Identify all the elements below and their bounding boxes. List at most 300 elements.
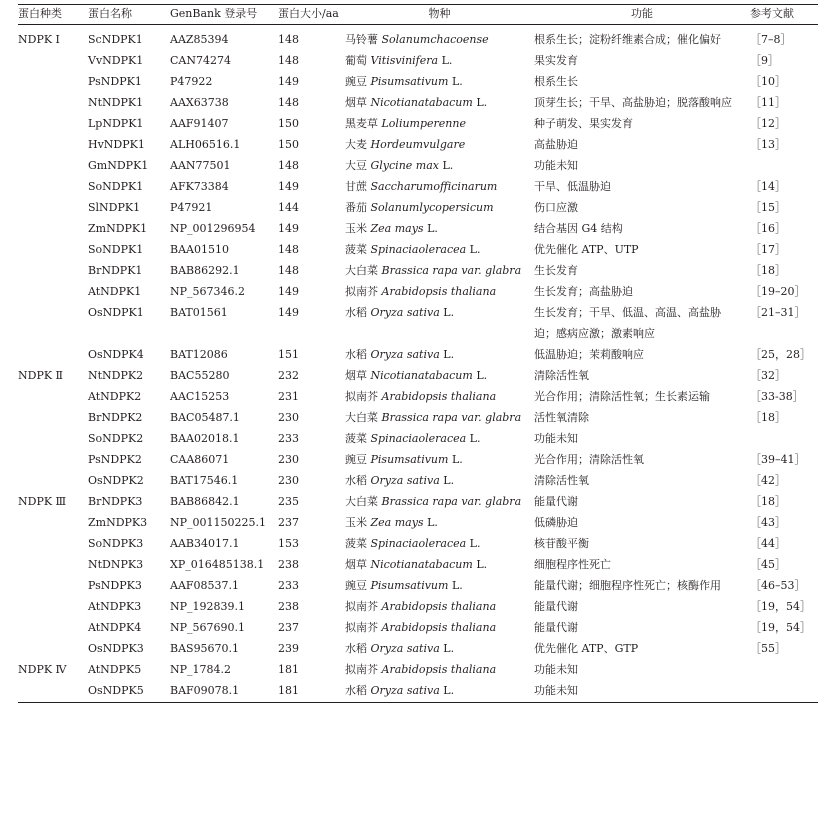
species-latin: Nicotianatabacum <box>370 558 473 571</box>
species-authority: L. <box>476 369 488 382</box>
species <box>345 71 534 92</box>
protein-size: 149 <box>278 285 299 298</box>
genbank-accession: AAB34017.1 <box>170 537 240 550</box>
species <box>345 659 534 680</box>
reference: ［45］ <box>750 558 786 571</box>
species-latin: Nicotianatabacum <box>370 369 473 382</box>
reference: ［7–8］ <box>750 33 792 46</box>
reference: ［43］ <box>750 516 786 529</box>
table-row <box>18 638 818 659</box>
species <box>345 197 534 218</box>
species <box>345 449 534 470</box>
reference: ［42］ <box>750 474 786 487</box>
reference: ［46–53］ <box>750 579 806 592</box>
protein-size: 149 <box>278 306 299 319</box>
species-latin: Brassica rapa var. glabra <box>381 411 522 424</box>
species <box>345 470 534 491</box>
species-latin: Pisumsativum <box>370 453 449 466</box>
table-row <box>18 596 818 617</box>
genbank-accession: BAC05487.1 <box>170 411 240 424</box>
function: 低磷胁迫 <box>534 516 578 529</box>
species <box>345 260 534 281</box>
protein-type <box>18 50 88 71</box>
reference: ［15］ <box>750 201 786 214</box>
genbank-accession: BAB86292.1 <box>170 264 240 277</box>
reference: ［9］ <box>750 54 779 67</box>
species-chinese: 拟南芥 <box>345 621 378 634</box>
reference: ［19，54］ <box>750 600 811 613</box>
table-row <box>18 554 818 575</box>
table-row <box>18 197 818 218</box>
protein-name: AtNDPK4 <box>88 621 142 634</box>
species-chinese: 水稻 <box>345 642 367 655</box>
protein-name: AtNDPK2 <box>88 390 142 403</box>
protein-name: NtNDPK1 <box>88 96 144 109</box>
protein-size: 149 <box>278 180 299 193</box>
species-latin: Solanumlycopersicum <box>370 201 494 214</box>
reference: ［44］ <box>750 537 786 550</box>
function: 高盐胁迫 <box>534 138 578 151</box>
species-chinese: 大白菜 <box>345 495 378 508</box>
protein-size: 148 <box>278 33 299 46</box>
protein-name: OsNDPK5 <box>88 680 170 703</box>
genbank-accession: BAT01561 <box>170 306 228 319</box>
protein-name: OsNDPK2 <box>88 474 144 487</box>
species-latin: Oryza sativa <box>370 684 440 697</box>
species-latin: Oryza sativa <box>370 474 440 487</box>
species-latin: Oryza sativa <box>370 306 440 319</box>
species-authority: L. <box>469 432 481 445</box>
reference: ［18］ <box>750 495 786 508</box>
genbank-accession: NP_001150225.1 <box>170 516 267 529</box>
table-row <box>18 575 818 596</box>
species-latin: Arabidopsis thaliana <box>381 600 497 613</box>
genbank-accession: AAF91407 <box>170 117 229 130</box>
table-row <box>18 281 818 302</box>
genbank-accession: P47922 <box>170 75 213 88</box>
genbank-accession: BAT12086 <box>170 348 228 361</box>
protein-type <box>18 71 88 92</box>
protein-type <box>18 218 88 239</box>
protein-name: OsNDPK3 <box>88 642 144 655</box>
species-authority: L. <box>442 159 454 172</box>
species-latin: Brassica rapa var. glabra <box>381 264 522 277</box>
protein-size: 238 <box>278 558 299 571</box>
species-chinese: 黑麦草 <box>345 117 378 130</box>
header-type: 蛋白种类 <box>18 5 88 25</box>
protein-type <box>18 680 88 703</box>
function: 优先催化 ATP、GTP <box>534 642 639 655</box>
genbank-accession: NP_567690.1 <box>170 621 246 634</box>
function: 能量代谢 <box>534 600 578 613</box>
protein-type <box>18 575 88 596</box>
table-row <box>18 302 818 344</box>
protein-name: NtNDPK2 <box>88 369 144 382</box>
protein-name: BrNDPK1 <box>88 264 143 277</box>
species-latin: Arabidopsis thaliana <box>381 621 497 634</box>
ndpk-table <box>18 4 818 703</box>
reference <box>750 155 818 176</box>
function: 果实发育 <box>534 54 578 67</box>
species <box>345 638 534 659</box>
table-row <box>18 533 818 554</box>
table-row <box>18 155 818 176</box>
species-chinese: 拟南芥 <box>345 390 378 403</box>
function: 低温胁迫；茉莉酸响应 <box>534 348 644 361</box>
protein-size: 150 <box>278 117 299 130</box>
function: 清除活性氧 <box>534 369 589 382</box>
protein-size: 153 <box>278 537 299 550</box>
reference <box>750 659 818 680</box>
species <box>345 491 534 512</box>
species-latin: Spinaciaoleracea <box>370 432 467 445</box>
header-size: 蛋白大小/aa <box>278 5 345 25</box>
protein-type <box>18 239 88 260</box>
genbank-accession: BAA02018.1 <box>170 432 240 445</box>
table-row <box>18 386 818 407</box>
species-authority: L. <box>443 474 455 487</box>
function: 功能未知 <box>534 432 578 445</box>
species <box>345 134 534 155</box>
species <box>345 407 534 428</box>
protein-name: LpNDPK1 <box>88 117 144 130</box>
function: 功能未知 <box>534 159 578 172</box>
species-latin: Saccharumofficinarum <box>370 180 498 193</box>
function: 能量代谢 <box>534 495 578 508</box>
reference: ［13］ <box>750 138 786 151</box>
table-row <box>18 71 818 92</box>
protein-type <box>18 197 88 218</box>
species-chinese: 拟南芥 <box>345 663 378 676</box>
reference: ［19–20］ <box>750 285 806 298</box>
function: 清除活性氧 <box>534 474 589 487</box>
function: 细胞程序性死亡 <box>534 558 611 571</box>
function: 种子萌发、果实发育 <box>534 117 633 130</box>
genbank-accession: BAS95670.1 <box>170 642 240 655</box>
species-authority: L. <box>476 96 488 109</box>
table-row <box>18 92 818 113</box>
species-authority: L. <box>443 348 455 361</box>
table-body <box>18 25 818 703</box>
species-latin: Loliumperenne <box>381 117 466 130</box>
species-chinese: 菠菜 <box>345 243 367 256</box>
protein-size: 144 <box>278 201 299 214</box>
species <box>345 554 534 575</box>
table-row <box>18 428 818 449</box>
genbank-accession: AAN77501 <box>170 159 231 172</box>
species <box>345 344 534 365</box>
protein-name: SoNDPK3 <box>88 537 144 550</box>
table-row <box>18 239 818 260</box>
protein-size: 231 <box>278 390 299 403</box>
header-refs: 参考文献 <box>750 5 818 25</box>
genbank-accession: NP_192839.1 <box>170 600 246 613</box>
protein-size: 230 <box>278 474 299 487</box>
species <box>345 218 534 239</box>
function: 生长发育；干旱、低温、高温、高盐胁迫；感病应激；激素响应 <box>534 306 721 340</box>
reference: ［16］ <box>750 222 786 235</box>
genbank-accession: CAN74274 <box>170 54 231 67</box>
protein-type <box>18 617 88 638</box>
table-row <box>18 134 818 155</box>
protein-type <box>18 92 88 113</box>
protein-size: 151 <box>278 348 299 361</box>
header-function: 功能 <box>534 5 750 25</box>
species-chinese: 豌豆 <box>345 579 367 592</box>
protein-type <box>18 596 88 617</box>
protein-size: 239 <box>278 642 299 655</box>
species-latin: Zea mays <box>370 222 424 235</box>
protein-size: 149 <box>278 222 299 235</box>
reference: ［11］ <box>750 96 786 109</box>
species-chinese: 水稻 <box>345 306 367 319</box>
function: 干旱、低温胁迫 <box>534 180 611 193</box>
species-latin: Pisumsativum <box>370 75 449 88</box>
species-authority: L. <box>476 558 488 571</box>
genbank-accession: AAF08537.1 <box>170 579 240 592</box>
species-chinese: 豌豆 <box>345 453 367 466</box>
function: 顶芽生长；干旱、高盐胁迫；脱落酸响应 <box>534 96 732 109</box>
protein-size: 149 <box>278 75 299 88</box>
protein-size: 150 <box>278 138 299 151</box>
species-latin: Vitisvinifera <box>370 54 439 67</box>
species <box>345 680 534 703</box>
protein-type <box>18 512 88 533</box>
species-authority: L. <box>443 642 455 655</box>
genbank-accession: AAC15253 <box>170 390 230 403</box>
genbank-accession: BAC55280 <box>170 369 230 382</box>
species-chinese: 烟草 <box>345 96 367 109</box>
protein-type: NDPK Ⅱ <box>18 369 64 382</box>
species-chinese: 大豆 <box>345 159 367 172</box>
protein-name: SoNDPK1 <box>88 180 144 193</box>
reference: ［18］ <box>750 264 786 277</box>
species-chinese: 烟草 <box>345 558 367 571</box>
reference: ［25，28］ <box>750 348 811 361</box>
species-latin: Glycine max <box>370 159 439 172</box>
species-latin: Arabidopsis thaliana <box>381 663 497 676</box>
protein-size: 233 <box>278 579 299 592</box>
species-chinese: 烟草 <box>345 369 367 382</box>
protein-name: OsNDPK4 <box>88 348 144 361</box>
protein-type: NDPK Ⅰ <box>18 33 60 46</box>
protein-size: 235 <box>278 495 299 508</box>
reference: ［10］ <box>750 75 786 88</box>
protein-size: 148 <box>278 159 299 172</box>
function: 能量代谢 <box>534 621 578 634</box>
function: 活性氧清除 <box>534 411 589 424</box>
protein-type <box>18 260 88 281</box>
protein-type <box>18 449 88 470</box>
table-row <box>18 491 818 512</box>
function: 光合作用；清除活性氧；生长素运输 <box>534 390 710 403</box>
genbank-accession: CAA86071 <box>170 453 230 466</box>
protein-name: VvNDPK1 <box>88 54 144 67</box>
protein-name: PsNDPK1 <box>88 75 142 88</box>
table-row <box>18 365 818 386</box>
species <box>345 428 534 449</box>
protein-name: OsNDPK1 <box>88 306 144 319</box>
table-row <box>18 470 818 491</box>
table-row <box>18 512 818 533</box>
header-accession: GenBank 登录号 <box>170 5 278 25</box>
species-chinese: 菠菜 <box>345 537 367 550</box>
protein-type <box>18 638 88 659</box>
species <box>345 533 534 554</box>
protein-size: 148 <box>278 96 299 109</box>
protein-type <box>18 302 88 344</box>
species <box>345 50 534 71</box>
protein-name: AtNDPK1 <box>88 285 142 298</box>
species-latin: Hordeumvulgare <box>370 138 466 151</box>
species-latin: Spinaciaoleracea <box>370 243 467 256</box>
protein-size: 148 <box>278 243 299 256</box>
protein-type <box>18 281 88 302</box>
genbank-accession: P47921 <box>170 201 213 214</box>
function: 能量代谢；细胞程序性死亡；核酶作用 <box>534 579 721 592</box>
species-chinese: 大白菜 <box>345 264 378 277</box>
species-latin: Oryza sativa <box>370 348 440 361</box>
protein-name: BrNDPK2 <box>88 411 143 424</box>
protein-name: HvNDPK1 <box>88 138 145 151</box>
protein-type <box>18 407 88 428</box>
protein-type <box>18 554 88 575</box>
species <box>345 302 534 344</box>
species-authority: L. <box>469 243 481 256</box>
genbank-accession: ALH06516.1 <box>170 138 241 151</box>
species-authority: L. <box>441 54 453 67</box>
protein-size: 237 <box>278 621 299 634</box>
protein-name: SoNDPK1 <box>88 243 144 256</box>
reference: ［21–31］ <box>750 306 806 319</box>
species-latin: Brassica rapa var. glabra <box>381 495 522 508</box>
protein-size: 148 <box>278 264 299 277</box>
reference: ［14］ <box>750 180 786 193</box>
species <box>345 176 534 197</box>
protein-name: SoNDPK2 <box>88 432 144 445</box>
genbank-accession: XP_016485138.1 <box>170 558 265 571</box>
table-row <box>18 449 818 470</box>
species <box>345 386 534 407</box>
species-authority: L. <box>427 222 438 235</box>
protein-type <box>18 134 88 155</box>
function: 生长发育 <box>534 264 578 277</box>
species-chinese: 大麦 <box>345 138 367 151</box>
protein-type: NDPK Ⅳ <box>18 663 67 676</box>
function: 核苷酸平衡 <box>534 537 589 550</box>
protein-name: AtNDPK3 <box>88 600 142 613</box>
species <box>345 239 534 260</box>
protein-size: 181 <box>278 680 345 703</box>
protein-size: 232 <box>278 369 299 382</box>
reference: ［39–41］ <box>750 453 806 466</box>
genbank-accession: BAT17546.1 <box>170 474 239 487</box>
species <box>345 281 534 302</box>
protein-size: 230 <box>278 411 299 424</box>
species-chinese: 水稻 <box>345 474 367 487</box>
species <box>345 596 534 617</box>
protein-name: PsNDPK3 <box>88 579 142 592</box>
species-authority: L. <box>443 684 455 697</box>
genbank-accession: NP_567346.2 <box>170 285 246 298</box>
species-chinese: 马铃薯 <box>345 33 378 46</box>
genbank-accession: AFK73384 <box>170 180 229 193</box>
genbank-accession: AAX63738 <box>170 96 229 109</box>
table-row <box>18 176 818 197</box>
function: 优先催化 ATP、UTP <box>534 243 639 256</box>
species-latin: Solanumchacoense <box>381 33 489 46</box>
reference: ［33-38］ <box>750 390 804 403</box>
protein-type <box>18 113 88 134</box>
table-row <box>18 218 818 239</box>
species-authority: L. <box>469 537 481 550</box>
protein-name: GmNDPK1 <box>88 159 149 172</box>
species-latin: Spinaciaoleracea <box>370 537 467 550</box>
species-chinese: 甘蔗 <box>345 180 367 193</box>
function: 伤口应激 <box>534 201 578 214</box>
species-chinese: 玉米 <box>345 516 367 529</box>
species-authority: L. <box>451 579 463 592</box>
reference <box>750 680 818 703</box>
species-chinese: 大白菜 <box>345 411 378 424</box>
function: 结合基因 G4 结构 <box>534 222 623 235</box>
reference: ［17］ <box>750 243 786 256</box>
function: 功能未知 <box>534 663 578 676</box>
protein-name: SlNDPK1 <box>88 201 141 214</box>
table-row <box>18 407 818 428</box>
species <box>345 25 534 51</box>
reference: ［12］ <box>750 117 786 130</box>
species-chinese: 拟南芥 <box>345 285 378 298</box>
function: 生长发育；高盐胁迫 <box>534 285 633 298</box>
species-chinese: 番茄 <box>345 201 367 214</box>
species-chinese: 玉米 <box>345 222 367 235</box>
function: 根系生长；淀粉纤维素合成；催化偏好 <box>534 33 721 46</box>
species <box>345 575 534 596</box>
species-authority: L. <box>451 453 463 466</box>
protein-type <box>18 470 88 491</box>
table-row <box>18 25 818 51</box>
species <box>345 365 534 386</box>
species-chinese: 菠菜 <box>345 432 367 445</box>
genbank-accession: BAB86842.1 <box>170 495 240 508</box>
protein-type <box>18 155 88 176</box>
protein-size: 238 <box>278 600 299 613</box>
species <box>345 92 534 113</box>
reference: ［32］ <box>750 369 786 382</box>
table-row <box>18 344 818 365</box>
function: 功能未知 <box>534 680 750 703</box>
species <box>345 617 534 638</box>
species-authority: L. <box>427 516 438 529</box>
protein-name: PsNDPK2 <box>88 453 142 466</box>
genbank-accession: AAZ85394 <box>170 33 229 46</box>
species-chinese: 水稻 <box>345 348 367 361</box>
protein-type: NDPK Ⅲ <box>18 495 67 508</box>
protein-type <box>18 344 88 365</box>
protein-name: ZmNDPK3 <box>88 516 148 529</box>
genbank-accession: BAF09078.1 <box>170 680 278 703</box>
function: 根系生长 <box>534 75 578 88</box>
genbank-accession: NP_001296954 <box>170 222 256 235</box>
protein-name: ZmNDPK1 <box>88 222 148 235</box>
protein-type <box>18 176 88 197</box>
species-chinese: 拟南芥 <box>345 600 378 613</box>
reference <box>750 428 818 449</box>
species-latin: Arabidopsis thaliana <box>381 390 497 403</box>
genbank-accession: BAA01510 <box>170 243 229 256</box>
table-row <box>18 680 818 703</box>
